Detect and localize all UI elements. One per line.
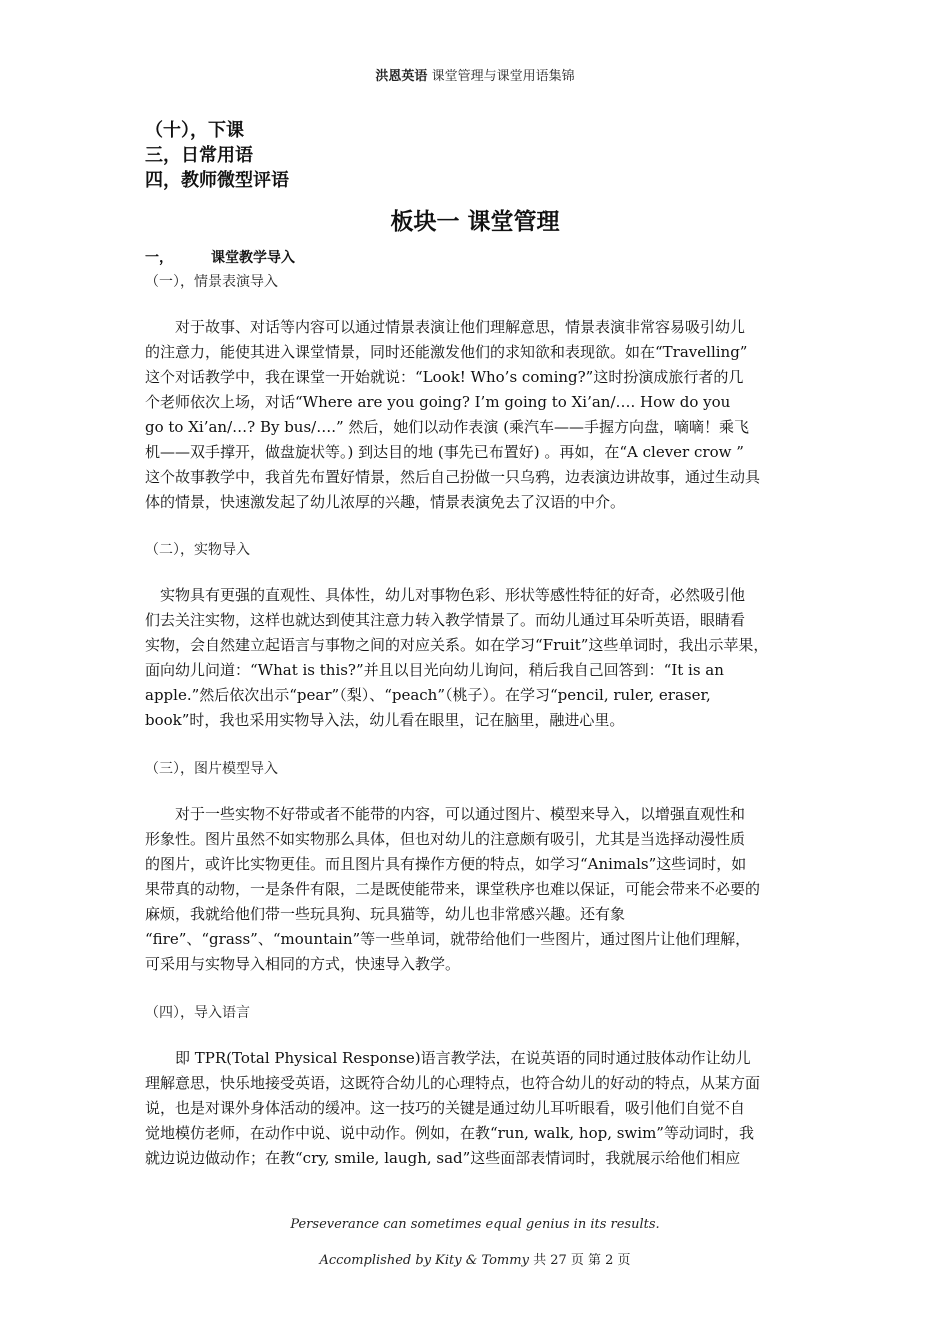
heading-text: 课堂教学导入 xyxy=(211,250,295,266)
header-title: 课堂管理与课堂用语集锦 xyxy=(431,69,575,84)
paragraph-line: 们去关注实物，这样也就达到使其注意力转入教学情景了。而幼儿通过耳朵听英语，眼睛看 xyxy=(145,611,746,629)
paragraph-line: 个老师依次上场，对话“Where are you going? I’m going to Xi’an/…. How do you xyxy=(145,393,731,411)
paragraph-line: 理解意思，快乐地接受英语，这既符合幼儿的心理特点，也符合幼儿的好动的特点，从某方面 xyxy=(145,1074,761,1092)
paragraph-line: 就边说边做动作；在教“cry, smile, laugh, sad”这些面部表情词时，我就展示给他们相应 xyxy=(145,1149,741,1167)
heading-number: 一， xyxy=(145,250,173,266)
paragraph-line: 的注意力，能使其进入课堂情景，同时还能激发他们的求知欲和表现欲。如在“Travelling” xyxy=(145,343,748,361)
paragraph xyxy=(145,583,813,733)
paragraph-line: 实物，会自然建立起语言与事物之间的对应关系。如在学习“Fruit”这些单词时，我出示苹果， xyxy=(145,636,769,654)
paragraph-line: “fire”、“grass”、“mountain”等一些单词，就带给他们一些图片，通过图片让他们理解， xyxy=(145,930,751,948)
paragraph-line: 觉地模仿老师，在动作中说、说中动作。例如，在教“run, walk, hop, swim”等动词时，我 xyxy=(145,1124,754,1142)
paragraph-line: 即 TPR(Total Physical Response)语言教学法，在说英语的同时通过肢体动作让幼儿 xyxy=(145,1049,751,1067)
paragraph-line: 果带真的动物，一是条件有限，二是既使能带来，课堂秩序也难以保证，可能会带来不必要的 xyxy=(145,880,761,898)
subsection-title: （二），实物导入 xyxy=(145,542,250,558)
paragraph-line: 说，也是对课外身体活动的缓冲。这一技巧的关键是通过幼儿耳听眼看，吸引他们自觉不自 xyxy=(145,1099,746,1117)
toc-list xyxy=(145,118,289,193)
paragraph-line: 这个对话教学中，我在课堂一开始就说：“Look! Who’s coming?”这时扮演成旅行者的几 xyxy=(145,368,744,386)
paragraph-line: 机——双手撑开，做盘旋状等。) 到达目的地 (事先已布置好) 。再如，在“A clever crow ” xyxy=(145,443,744,461)
paragraph-line: 对于一些实物不好带或者不能带的内容，可以通过图片、模型来导入，以增强直观性和 xyxy=(145,805,746,823)
toc-item: 三，日常用语 xyxy=(145,145,253,166)
subsection-title: （三），图片模型导入 xyxy=(145,761,278,777)
paragraph-line: 对于故事、对话等内容可以通过情景表演让他们理解意思，情景表演非常容易吸引幼儿 xyxy=(145,318,746,336)
footer-page-info xyxy=(0,1249,950,1268)
paragraph xyxy=(145,802,813,977)
footer-quote: Perseverance can sometimes equal genius in its results. xyxy=(290,1217,660,1232)
header-brand: 洪恩英语 xyxy=(375,69,428,84)
paragraph-line: apple.”然后依次出示“pear”（梨）、“peach”（桃子）。在学习“pencil, ruler, eraser, xyxy=(145,686,711,704)
paragraph-line: 面向幼儿问道：“What is this?”并且以目光向幼儿询问，稍后我自己回答到：“It is an xyxy=(145,661,724,679)
section-title: 板块一 课堂管理 xyxy=(390,209,560,235)
paragraph-line: 的图片，或许比实物更佳。而且图片具有操作方便的特点，如学习“Animals”这些词时，如 xyxy=(145,855,747,873)
page-header xyxy=(0,65,950,84)
paragraph-line: 这个故事教学中，我首先布置好情景，然后自己扮做一只乌鸦，边表演边讲故事，通过生动具 xyxy=(145,468,761,486)
subsection-title: （四），导入语言 xyxy=(145,1005,250,1021)
toc-item: 四，教师微型评语 xyxy=(145,170,289,191)
paragraph-line: book”时，我也采用实物导入法，幼儿看在眼里，记在脑里，融进心里。 xyxy=(145,711,625,729)
footer-page-count: 共 27 页 第 2 页 xyxy=(533,1253,631,1268)
paragraph-line: 麻烦，我就给他们带一些玩具狗、玩具猫等，幼儿也非常感兴趣。还有象 xyxy=(145,905,626,923)
paragraph-line: 可采用与实物导入相同的方式，快速导入教学。 xyxy=(145,955,461,973)
heading-level-1 xyxy=(145,247,295,267)
paragraph xyxy=(145,1046,813,1171)
paragraph xyxy=(145,315,813,515)
subsection-title: （一），情景表演导入 xyxy=(145,274,278,290)
paragraph-line: 形象性。图片虽然不如实物那么具体，但也对幼儿的注意颇有吸引，尤其是当选择动漫性质 xyxy=(145,830,746,848)
paragraph-line: 实物具有更强的直观性、具体性，幼儿对事物色彩、形状等感性特征的好奇，必然吸引他 xyxy=(145,586,746,604)
toc-item: （十），下课 xyxy=(145,120,244,141)
paragraph-line: 体的情景，快速激发起了幼儿浓厚的兴趣，情景表演免去了汉语的中介。 xyxy=(145,493,626,511)
footer-credit: Accomplished by Kity & Tommy xyxy=(319,1253,529,1268)
paragraph-line: go to Xi’an/…? By bus/….” 然后，她们以动作表演 (乘汽车——手握方向盘，嘀嘀！乘飞 xyxy=(145,418,750,436)
